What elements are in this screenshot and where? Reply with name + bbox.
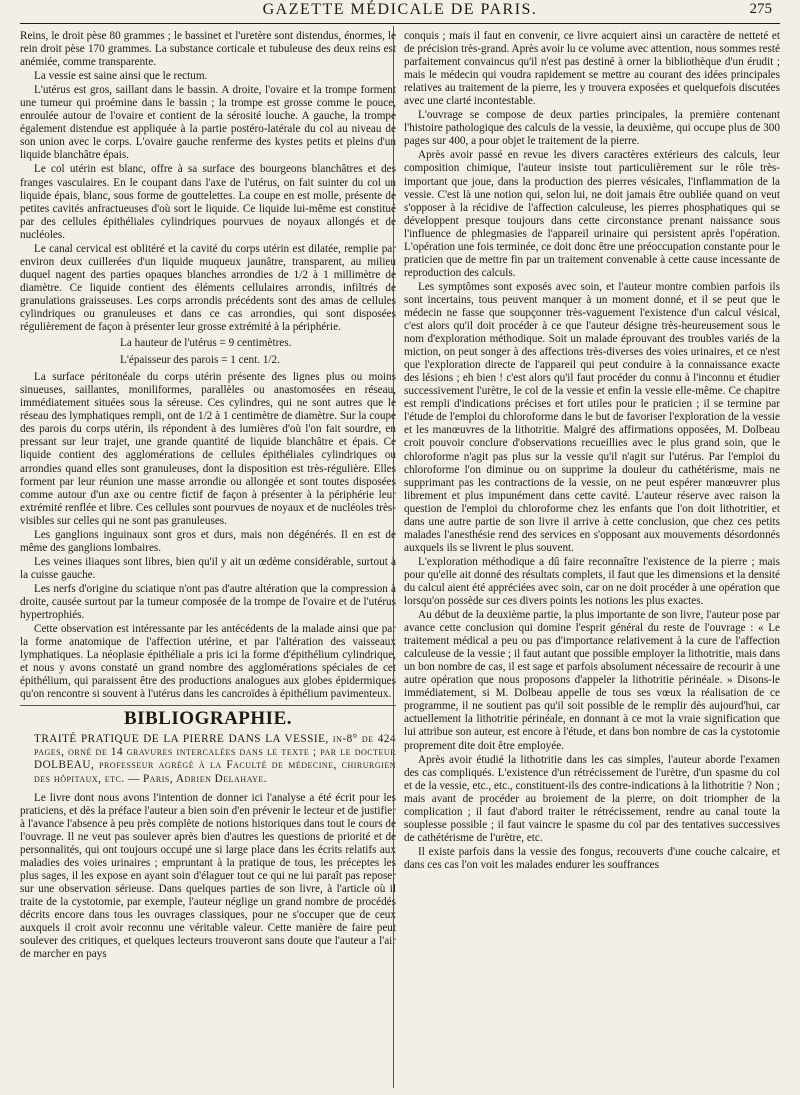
page-number: 275 (749, 1, 772, 17)
paragraph-vessie: La vessie est saine ainsi que le rectum. (34, 70, 208, 83)
header-left-blank (20, 2, 110, 16)
paragraph-conquis: conquis ; mais il faut en convenir, ce livre acquiert ainsi un caractère de netteté et de précision très-grand. Après avoir lu ce volume avec attention, nous sommes resté parfaitement convaincus qu'il n'est pas destiné à orner la bibliothèque d'un érudit ; mais le médecin qui voudra rapidement se mettre au courant des idées principales relatives au traitement de la pierre, les y trouvera exposées et quelquefois discutées avec une clarté incontestable. (404, 30, 780, 108)
book-reference: TRAITÉ PRATIQUE DE LA PIERRE DANS LA VESSIE, in-8° de 424 pages, orné de 14 gravures intercalées dans le texte ; par le docteur DOLBEAU, professeur agrégé à la Faculté de médecine, chirurgien des hôpitaux, etc. — Paris, Adrien Delahaye. (34, 733, 396, 785)
paragraph-exploration: L'exploration méthodique a dû faire reconnaître l'existence de la pierre ; mais pour qu'elle ait donné des résultats complets, il faut que les dimensions et la densité du calcul aient été appréciées avec soin, car on ne doit procéder à une opération que lorsqu'on possède sur ces divers points les notions les plus exactes. (404, 555, 780, 608)
column-divider (393, 26, 394, 1088)
paragraph-col-uterin: Le col utérin est blanc, offre à sa surface des bourgeons blanchâtres et des franges vasculaires. En le coupant dans l'axe de l'utérus, on fait suinter du col un liquide épais, blanc, sous forme de gouttelettes. La coupe en est molle, présente de petites cavités anfractueuses d'où sort le liquide. Ce liquide lui-même est constitué par des cellules épithéliales cylindriques pourvues de noyaux allongés et de nucléoles. (20, 163, 396, 241)
paragraph-deuxieme-partie: Au début de la deuxième partie, la plus importante de son livre, l'auteur pose par avance cette conclusion qui domine l'esprit général du reste de l'ouvrage : « Le traitement médical a peu ou pas d'importance relativement à la cure de l'affection calculeuse de la vessie ; il faut autant que possible employer la lithotritie, mais dans un bon nombre de cas, il est sage et parfois absolument nécessaire de recourir à une autre opération que nous proposons d'appeler la lithotritie périnéale. » Disons-le immédiatement, si M. Dolbeau appelle de tous ses vœux la réalisation de ce programme, il ne soutient pas qu'il soit possible de le remplir dès aujourd'hui, car actuellement la lithotritie périnéale, en donnant à ce mot la vraie signification que lui attribue son auteur, est encore à l'étude, et dans bon nombre de cas la cystotomie proprement dite doit être employée. (404, 609, 780, 752)
paragraph-cas-compliques: Après avoir étudié la lithotritie dans les cas simples, l'auteur aborde l'examen des cas compliqués. L'existence d'un rétrécissement de l'urètre, d'un spasme du col et de la vessie, etc., etc., constituent-ils des contre-indications à la lithotritie ? Non ; mais avant de procéder au broiement de la pierre, on doit triompher de la complication ; il faut d'abord traiter le rétrécissement, rendre au canal toute la souplesse possible ; il faut vaincre le spasme du col par des tentatives successives de cathétérisme de l'urètre, etc. (404, 753, 780, 844)
paragraph-calculs: Après avoir passé en revue les divers caractères extérieurs des calculs, leur composition chimique, l'auteur insiste tout particulièrement sur le rôle très-important que joue, dans la production des pierres vésicales, l'inflammation de la vessie. C'est là une notion qui, selon lui, ne doit jamais être oubliée quand on veut s'opposer à la récidive de l'affection calculeuse, les pierres phosphatiques qui se développent presque toujours dans cette circonstance prenant naissance sous l'influence de phlegmasies de l'appareil urinaire qui persistent après l'opération. L'opération une fois terminée, ce doit donc être une préoccupation constante pour le praticien que de mettre fin par un traitement convenable à cette cause incessante de reproduction des calculs. (404, 149, 780, 279)
paragraph-symptomes: Les symptômes sont exposés avec soin, et l'auteur montre combien parfois ils sont incertains, tous peuvent manquer à un moment donné, et il se peut que le médecin ne fasse que soupçonner très-vaguement l'existence d'un calcul vésical, c'est alors qu'il doit procéder à ce que l'auteur désigne très-heureusement sous le nom d'exploration méthodique. Soit un malade éprouvant des troubles variés de la miction, on peut songer à des affections très-diverses des voies urinaires, et ce n'est que l'exploration directe de l'appareil qui peut conduire à la connaissance exacte des lésions ; eh bien ! c'est alors qu'il faut procéder du connu à l'inconnu et étudier successivement l'urètre, le col de la vessie et enfin la vessie elle-même. Ce chapitre est rempli d'indications précises et fort utiles pour le praticien ; il se termine par l'étude de l'emploi du chloroforme dans le but de favoriser l'exploration de la vessie et les manœuvres de la lithotritie. Malgré des affirmations opposées, M. Dolbeau croit pouvoir conclure d'observations recueillies avec le plus grand soin, que le chloroforme n'agit pas plus sur la vessie qu'il n'agit sur l'utérus. Par l'emploi du chloroforme l'on diminue ou on supprime la douleur du cathétérisme, mais ne supprimant pas les contractions de la vessie, on ne peut espérer manœuvrer plus librement et plus impunément dans cette cavité. L'auteur réserve avec raison la question de l'emploi du chloroforme chez les enfants que l'on doit lithotritier, et dans une autre partie de son livre il arrive à cette conclusion, que chez ces petits malades l'anesthésie rend des services en s'opposant aux mouvements désordonnés auxquels ils se livrent le plus souvent. (404, 280, 780, 554)
paragraph-observation: Cette observation est intéressante par les antécédents de la malade ainsi que par la forme anatomique de l'affection utérine, et par l'altération des vaisseaux lymphatiques. La néoplasie épithéliale a pris ici la forme d'épithélium cylindrique, et nous y avons constaté un grand nombre des agglomérations spéciales de cet épithélium, qui paraissent être des productions analogues aux globes épidermiques qu'on rencontre si souvent à l'utérus dans les cancroïdes à épithélium pavimenteux. (20, 623, 396, 701)
section-rule (20, 705, 396, 706)
measure-thickness: L'épaisseur des parois = 1 cent. 1/2. (120, 354, 280, 367)
section-title: BIBLIOGRAPHIE. (123, 708, 292, 730)
left-column (20, 30, 396, 962)
paragraph-ganglions: Les ganglions inguinaux sont gros et durs, mais non dégénérés. Il en est de même des ganglions lombaires. (20, 528, 396, 554)
paragraph-uterus: L'utérus est gros, saillant dans le bassin. A droite, l'ovaire et la trompe forment une tumeur qui proémine dans le bassin ; la trompe est grosse comme le pouce, enroulée autour de l'ovaire et contient de la sérosité louche. A gauche, la trompe également distendue est appliquée à la partie postéro-latérale du col au niveau de son union avec le corps. L'ovaire gauche renferme des kystes petits et pleins d'un liquide blanchâtre épais. (20, 84, 396, 162)
measure-height: La hauteur de l'utérus = 9 centimètres. (120, 337, 292, 350)
paragraph-parties: L'ouvrage se compose de deux parties principales, la première contenant l'histoire pathologique des calculs de la vessie, la deuxième, qui occupe plus de 300 pages sur 400, a pour objet le traitement de la pierre. (404, 109, 780, 148)
header-rule (20, 23, 780, 24)
journal-title: GAZETTE MÉDICALE DE PARIS. (262, 1, 538, 18)
page-header (0, 0, 800, 22)
paragraph-veines: Les veines iliaques sont libres, bien qu'il y ait un œdème considérable, surtout à la cuisse gauche. (20, 555, 396, 581)
paragraph-nerfs: Les nerfs d'origine du sciatique n'ont pas d'autre altération que la compression à droite, causée surtout par la tumeur composée de la trompe de l'ovaire et de l'utérus hypertrophiés. (20, 582, 396, 622)
paragraph-reins: Reins, le droit pèse 80 grammes ; le bassinet et l'uretère sont distendus, énormes, le rein droit pèse 170 grammes. La substance corticale et tubuleuse des deux reins est anémiée, comme transparente. (20, 30, 396, 69)
paragraph-surface-peritoneale: La surface péritonéale du corps utérin présente des lignes plus ou moins sinueuses, saillantes, moniliformes, parallèles ou anastomosées en réseau, immédiatement situées sous la séreuse. Ces cylindres, qui ne sont autres que le réseau des lymphatiques rempli, ont de 1/2 à 1 centimètre de diamètre. Sur la coupe des parois du corps utérin, ils répondent à des lumières d'où l'on fait sourdre, en pressant sur leur trajet, une grande quantité de liquide blanchâtre et épais. Ce liquide contient des agglomérations de cellules épithéliales cylindriques ou arrondies quand elles sont granuleuses, dont la disposition est très-régulière. Elles forment par leur réunion une masse arrondie ou allongée et sont toutes disposées comme autour d'un axe ou centre fictif de façon à présenter à la périphérie leur extrémité renflée et libre. Ces cellules sont pourvues de noyaux et de nucléoles très-visibles sur celles qui ne sont pas granuleuses. (20, 371, 396, 527)
paragraph-review-intro: Le livre dont nous avons l'intention de donner ici l'analyse a été écrit pour les praticiens, et dès la préface l'auteur a bien soin d'en prévenir le lecteur et de justifier à l'avance l'absence à peu près complète de notions historiques dans tout le cours de l'ouvrage. Il ne veut pas soulever après bien d'autres les questions de priorité et de personnalités, qui ont toujours occupé une si large place dans les écrits relatifs aux maladies des voies urinaires ; empruntant à la pratique de tous, les préceptes les plus sages, il les expose en ayant soin d'élaguer tout ce qui ne lui paraît pas reposer sur une observation sérieuse. Dans quelques parties de son livre, à l'article où il traite de la cystotomie, par exemple, l'auteur néglige un grand nombre de procédés décrits encore dans tous les ouvrages classiques, pour ne s'occuper que de ceux auxquels il croit avoir reconnu une véritable valeur. Cette manière de faire peut soulever des critiques, et quelques lecteurs trouveront sans doute que l'auteur a l'air de marcher en pays (20, 791, 396, 961)
right-column (404, 30, 780, 873)
paragraph-fongus: Il existe parfois dans la vessie des fongus, recouverts d'une couche calcaire, et dans ces cas l'on voit les malades endurer les souffrances (404, 845, 780, 871)
paragraph-canal-cervical: Le canal cervical est oblitéré et la cavité du corps utérin est dilatée, remplie par environ deux cuillerées d'un liquide muqueux jaunâtre, transparent, au milieu duquel nagent des parties opaques blanches arrondies de 1/2 à 1 millimètre de diamètre. Ce liquide contient des éléments cellulaires arrondis, infiltrés de granulations graisseuses. Les corps arrondis précédents sont des amas de cellules cylindriques ou granuleuses et dans ce cas arrondies, qui sont disposées régulièrement de façon à présenter leur grosse extrémité à la périphérie. (20, 242, 396, 334)
